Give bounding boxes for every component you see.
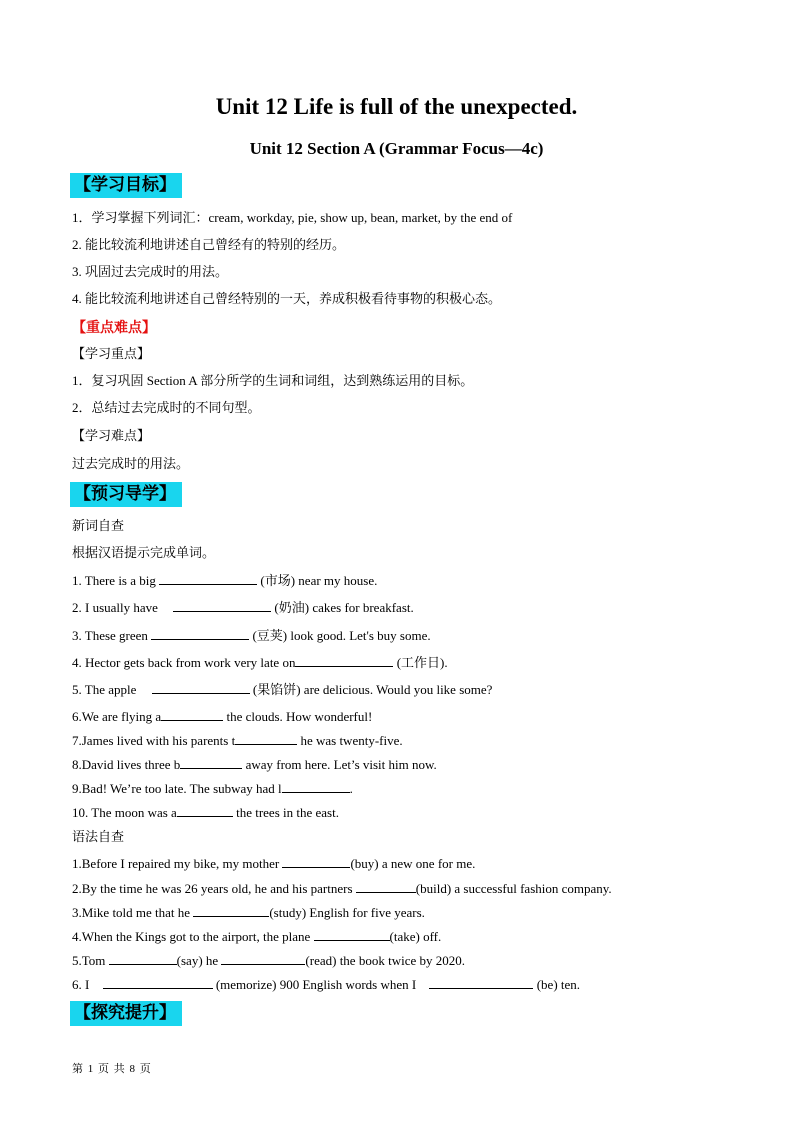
grammar-item: 4.When the Kings got to the airport, the plane (take) off. bbox=[72, 929, 442, 944]
grammar-item: 1.Before I repaired my bike, my mother (buy) a new one for me. bbox=[72, 856, 476, 871]
grammar-item: 6. I (memorize) 900 English words when I (be) ten. bbox=[72, 977, 581, 992]
page-subtitle: Unit 12 Section A (Grammar Focus—4c) bbox=[249, 139, 544, 158]
vocab-item: 1. There is a big (市场) near my house. bbox=[72, 573, 378, 588]
answer-blank[interactable] bbox=[177, 804, 233, 817]
answer-blank[interactable] bbox=[429, 976, 533, 989]
difficulty-text: 过去完成时的用法。 bbox=[72, 456, 190, 471]
answer-blank[interactable] bbox=[151, 627, 249, 640]
answer-blank[interactable] bbox=[159, 572, 257, 585]
page-footer: 第 1 页 共 8 页 bbox=[72, 1063, 152, 1075]
answer-blank[interactable] bbox=[295, 654, 393, 667]
answer-blank[interactable] bbox=[282, 780, 350, 793]
subheading-focus: 【学习重点】 bbox=[72, 346, 151, 361]
answer-blank[interactable] bbox=[103, 976, 213, 989]
grammar-item: 3.Mike told me that he (study) English for five years. bbox=[72, 905, 425, 920]
section-heading-preview: 【预习导学】 bbox=[70, 482, 182, 507]
vocab-item: 3. These green (豆荚) look good. Let's buy some. bbox=[72, 628, 431, 643]
answer-blank[interactable] bbox=[282, 855, 350, 868]
focus-item: 1．复习巩固 Section A 部分所学的生词和词组，达到熟练运用的目标。 bbox=[72, 373, 474, 388]
answer-blank[interactable] bbox=[356, 880, 416, 893]
answer-blank[interactable] bbox=[180, 756, 242, 769]
answer-blank[interactable] bbox=[235, 732, 297, 745]
vocab-item: 9.Bad! We’re too late. The subway had l . bbox=[72, 781, 353, 796]
goal-item: 2. 能比较流利地讲述自己曾经有的特别的经历。 bbox=[72, 237, 346, 252]
grammar-item: 2.By the time he was 26 years old, he and his partners (build) a successful fashion company. bbox=[72, 881, 612, 896]
section-heading-key: 【重点难点】 bbox=[72, 321, 156, 336]
vocab-item: 4. Hector gets back from work very late on (工作日). bbox=[72, 655, 448, 670]
vocab-item: 5. The apple (果馅饼) are delicious. Would you like some? bbox=[72, 682, 493, 697]
vocab-item: 6.We are flying a the clouds. How wonderful! bbox=[72, 709, 373, 724]
vocab-item: 8.David lives three b away from here. Let’s visit him now. bbox=[72, 757, 437, 772]
answer-blank[interactable] bbox=[109, 952, 177, 965]
page-title: Unit 12 Life is full of the unexpected. bbox=[215, 94, 578, 119]
vocab-item: 7.James lived with his parents t he was twenty-five. bbox=[72, 733, 403, 748]
vocab-item: 2. I usually have (奶油) cakes for breakfast. bbox=[72, 600, 414, 615]
answer-blank[interactable] bbox=[314, 928, 390, 941]
answer-blank[interactable] bbox=[161, 708, 223, 721]
answer-blank[interactable] bbox=[152, 681, 250, 694]
vocab-item: 10. The moon was a the trees in the east. bbox=[72, 805, 339, 820]
answer-blank[interactable] bbox=[193, 904, 269, 917]
goal-item: 4. 能比较流利地讲述自己曾经特别的一天，养成积极看待事物的积极心态。 bbox=[72, 291, 502, 306]
section-heading-explore: 【探究提升】 bbox=[70, 1001, 182, 1026]
answer-blank[interactable] bbox=[221, 952, 305, 965]
goal-item: 1．学习掌握下列词汇：cream, workday, pie, show up, bean, market, by the end of bbox=[72, 210, 513, 225]
subheading-difficulty: 【学习难点】 bbox=[72, 428, 151, 443]
grammar-item: 5.Tom (say) he (read) the book twice by 2020. bbox=[72, 953, 465, 968]
grammar-heading: 语法自查 bbox=[72, 829, 125, 844]
answer-blank[interactable] bbox=[173, 599, 271, 612]
section-heading-goals: 【学习目标】 bbox=[70, 173, 182, 198]
vocab-instruction: 根据汉语提示完成单词。 bbox=[72, 545, 216, 560]
goal-item: 3. 巩固过去完成时的用法。 bbox=[72, 264, 229, 279]
vocab-heading: 新词自查 bbox=[72, 518, 125, 533]
focus-item: 2．总结过去完成时的不同句型。 bbox=[72, 400, 261, 415]
